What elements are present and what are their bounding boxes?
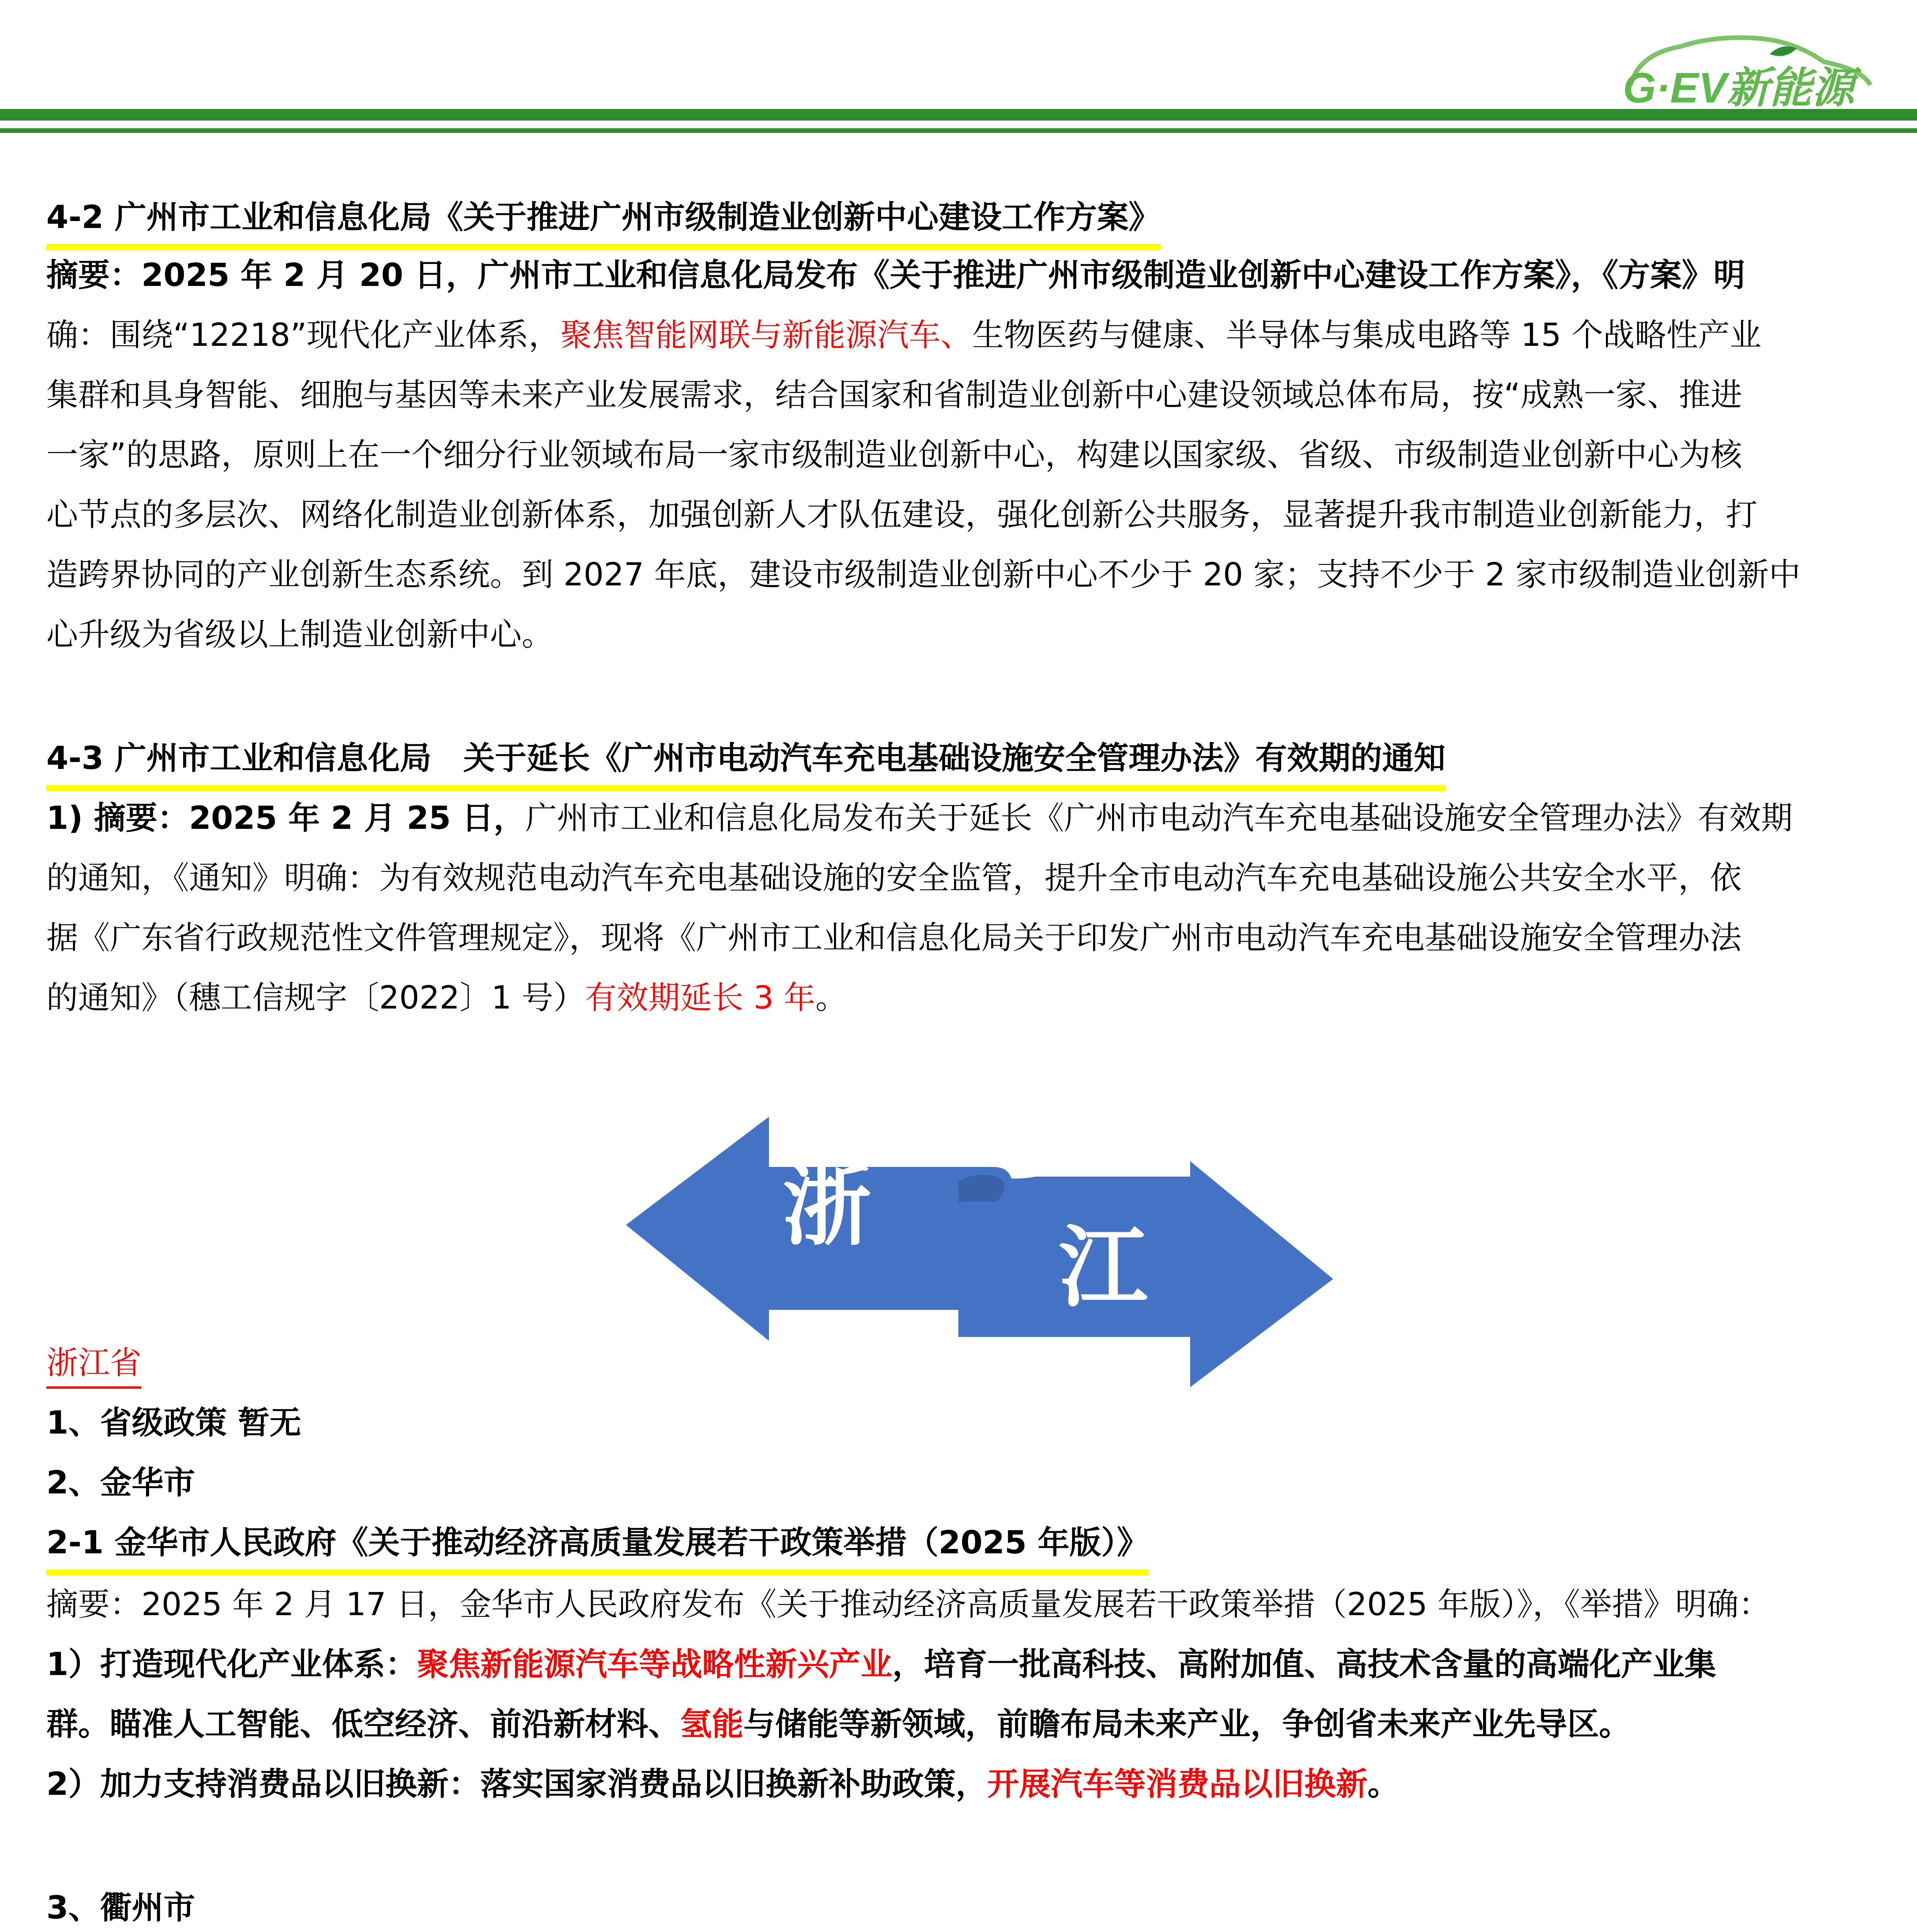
section-4-2-line: 造跨界协同的产业创新生态系统。到 2027 年底，建设市级制造业创新中心不少于 20 家；支持不少于 2 家市级制造业创新中 <box>46 556 1801 593</box>
list-item: 3、衢州市 <box>46 1889 196 1926</box>
section-4-2-line: 心升级为省级以上制造业创新中心。 <box>46 616 554 653</box>
section-4-2-line: 心节点的多层次、网络化制造业创新体系，加强创新人才队伍建设，强化创新公共服务，显著提升我市制造业创新能力，打 <box>46 497 1758 533</box>
gev-logo <box>1615 27 1886 108</box>
section-2-1-heading: 2-1 金华市人民政府《关于推动经济高质量发展若干政策举措（2025 年版）》 <box>46 1513 1870 1575</box>
section-4-2-line: 集群和具身智能、细胞与基因等未来产业发展需求，结合国家和省制造业创新中心建设领域总体布局，按“成熟一家、推进 <box>46 377 1742 413</box>
logo-text: G·EV新能源 <box>1623 64 1854 108</box>
banner-right-char: 江 <box>1059 1215 1148 1320</box>
section-4-3-heading: 4-3 广州市工业和信息化局 关于延长《广州市电动汽车充电基础设施安全管理办法》有效期的通知 <box>46 728 1870 791</box>
scroll-fold <box>958 1175 1005 1202</box>
section-2-1-line: 摘要：2025 年 2 月 17 日，金华市人民政府发布《关于推动经济高质量发展若干政策举措（2025 年版）》，《举措》明确： <box>46 1586 1771 1623</box>
region-title: 浙江省 <box>46 1333 1870 1393</box>
section-4-3-line: 1) 摘要：2025 年 2 月 25 日，广州市工业和信息化局发布关于延长《广州市电动汽车充电基础设施安全管理办法》有效期 <box>46 800 1793 837</box>
section-2-1-line: 群。瞄准人工智能、低空经济、前沿新材料、氢能与储能等新领域，前瞻布局未来产业，争创省未来产业先导区。 <box>46 1706 1631 1743</box>
section-4-2-heading: 4-2 广州市工业和信息化局《关于推进广州市级制造业创新中心建设工作方案》 <box>46 187 1870 250</box>
leaf-icon <box>1770 46 1797 56</box>
banner-left-char: 浙 <box>782 1153 872 1258</box>
section-2-1-line: 1）打造现代化产业体系：聚焦新能源汽车等战略性新兴产业，培育一批高科技、高附加值、高技术含量的高端化产业集 <box>46 1646 1716 1683</box>
section-4-3-line: 的通知》（穗工信规字〔2022〕1 号）有效期延长 3 年。 <box>46 980 847 1016</box>
section-4-2-line: 确：围绕“12218”现代化产业体系，聚焦智能网联与新能源汽车、生物医药与健康、半导体与集成电路等 15 个战略性产业 <box>46 317 1762 354</box>
list-item: 2、金华市 <box>46 1464 196 1501</box>
section-4-2-line: 摘要：2025 年 2 月 20 日，广州市工业和信息化局发布《关于推进广州市级制造业创新中心建设工作方案》，《方案》明 <box>46 257 1745 294</box>
section-4-2-line: 一家”的思路，原则上在一个细分行业领域布局一家市级制造业创新中心，构建以国家级、省级、市级制造业创新中心为核 <box>46 437 1742 473</box>
header-rule-thick <box>0 109 1917 121</box>
list-item: 1、省级政策 暂无 <box>46 1405 301 1441</box>
header-rule-thin <box>0 128 1917 133</box>
section-4-3-line: 的通知，《通知》明确：为有效规范电动汽车充电基础设施的安全监管，提升全市电动汽车充电基础设施公共安全水平，依 <box>46 860 1742 896</box>
section-2-1-line: 2）加力支持消费品以旧换新：落实国家消费品以旧换新补助政策，开展汽车等消费品以旧换新。 <box>46 1766 1400 1803</box>
section-4-3-line: 据《广东省行政规范性文件管理规定》，现将《广州市工业和信息化局关于印发广州市电动汽车充电基础设施安全管理办法 <box>46 920 1742 956</box>
